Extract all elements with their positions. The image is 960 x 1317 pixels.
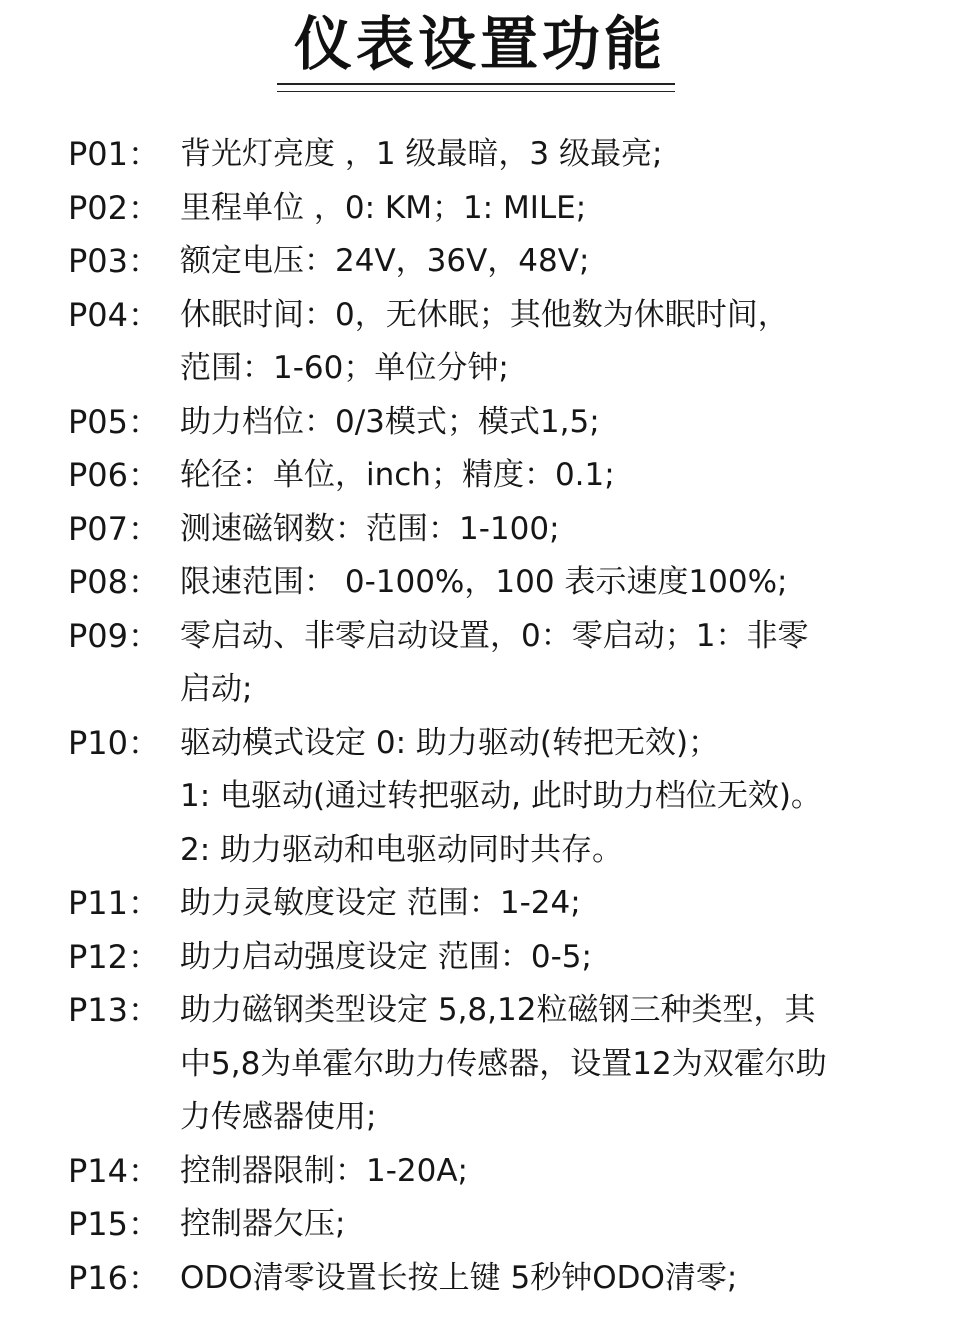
setting-description-line: 2: 助力驱动和电驱动同时共存。 bbox=[180, 831, 624, 868]
setting-description-line: ODO清零设置长按上键 5秒钟ODO清零; bbox=[180, 1259, 738, 1296]
setting-item bbox=[68, 717, 948, 878]
setting-code: P13： bbox=[68, 991, 161, 1029]
setting-item bbox=[68, 503, 948, 557]
setting-code: P16： bbox=[68, 1258, 161, 1297]
setting-description bbox=[180, 128, 948, 182]
setting-item bbox=[68, 449, 948, 503]
setting-description-line: 控制器限制：1-20A; bbox=[180, 1152, 469, 1189]
setting-description-line: 背光灯亮度 ，1 级最暗，3 级最亮; bbox=[180, 136, 663, 172]
setting-description bbox=[180, 396, 948, 450]
setting-description bbox=[180, 556, 948, 610]
setting-description-line: 启动; bbox=[180, 671, 253, 707]
setting-code: P15： bbox=[68, 1205, 161, 1243]
setting-code: P07： bbox=[68, 509, 161, 548]
setting-description bbox=[180, 877, 948, 931]
setting-description bbox=[180, 289, 948, 396]
setting-description-line: 限速范围： 0-100%，100 表示速度100%; bbox=[180, 564, 788, 600]
setting-description bbox=[180, 449, 948, 503]
setting-code: P04： bbox=[68, 295, 161, 334]
setting-description bbox=[180, 1198, 948, 1252]
setting-code: P09： bbox=[68, 616, 161, 655]
setting-code: P14： bbox=[68, 1151, 161, 1190]
setting-description-line: 助力启动强度设定 范围：0-5; bbox=[180, 938, 592, 975]
setting-item bbox=[68, 1145, 948, 1199]
setting-code: P01： bbox=[68, 135, 161, 173]
setting-item bbox=[68, 128, 948, 182]
setting-description-line: 控制器欠压; bbox=[180, 1206, 346, 1242]
setting-description-line: 轮径：单位，inch；精度：0.1; bbox=[180, 457, 615, 493]
setting-description-line: 范围：1-60；单位分钟; bbox=[180, 350, 509, 386]
setting-item bbox=[68, 1198, 948, 1252]
setting-description-line: 1: 电驱动(通过转把驱动, 此时助力档位无效)。 bbox=[180, 778, 822, 814]
setting-code: P02： bbox=[68, 188, 161, 227]
title-underline bbox=[277, 83, 675, 85]
setting-item bbox=[68, 182, 948, 236]
setting-description bbox=[180, 235, 948, 289]
title-underline-thin bbox=[277, 91, 675, 92]
setting-item bbox=[68, 396, 948, 450]
setting-code: P10： bbox=[68, 723, 161, 762]
setting-description bbox=[180, 1252, 948, 1306]
setting-item bbox=[68, 610, 948, 717]
setting-item bbox=[68, 877, 948, 931]
setting-code: P08： bbox=[68, 563, 161, 601]
page-title: 仪表设置功能 bbox=[293, 10, 666, 78]
setting-item bbox=[68, 984, 948, 1145]
setting-description-line: 休眠时间：0，无休眠；其他数为休眠时间， bbox=[180, 296, 789, 333]
setting-item bbox=[68, 235, 948, 289]
setting-description-line: 测速磁钢数：范围：1-100; bbox=[180, 510, 560, 547]
setting-description-line: 驱动模式设定 0: 助力驱动(转把无效)； bbox=[180, 724, 720, 761]
setting-code: P06： bbox=[68, 456, 161, 494]
setting-item bbox=[68, 289, 948, 396]
setting-item bbox=[68, 931, 948, 985]
setting-description bbox=[180, 717, 948, 878]
setting-code: P12： bbox=[68, 937, 161, 976]
setting-description-line: 助力磁钢类型设定 5,8,12粒磁钢三种类型，其 bbox=[180, 992, 816, 1028]
setting-description-line: 助力档位：0/3模式；模式1,5; bbox=[180, 403, 600, 440]
setting-description-line: 助力灵敏度设定 范围：1-24; bbox=[180, 885, 581, 921]
setting-description bbox=[180, 503, 948, 557]
setting-description bbox=[180, 1145, 948, 1199]
setting-description bbox=[180, 610, 948, 717]
setting-description bbox=[180, 182, 948, 236]
setting-description-line: 额定电压：24V，36V，48V; bbox=[180, 243, 590, 279]
setting-description bbox=[180, 984, 948, 1145]
setting-item bbox=[68, 1252, 948, 1306]
setting-description bbox=[180, 931, 948, 985]
setting-item bbox=[68, 556, 948, 610]
setting-description-line: 零启动、非零启动设置，0：零启动；1：非零 bbox=[180, 617, 809, 654]
setting-description-line: 里程单位 ，0: KM；1: MILE; bbox=[180, 189, 587, 226]
settings-list bbox=[68, 128, 948, 1305]
setting-code: P11： bbox=[68, 884, 161, 922]
setting-description-line: 力传感器使用; bbox=[180, 1099, 377, 1135]
setting-code: P05： bbox=[68, 402, 161, 441]
setting-code: P03： bbox=[68, 242, 161, 280]
setting-description-line: 中5,8为单霍尔助力传感器，设置12为双霍尔助 bbox=[180, 1045, 827, 1082]
